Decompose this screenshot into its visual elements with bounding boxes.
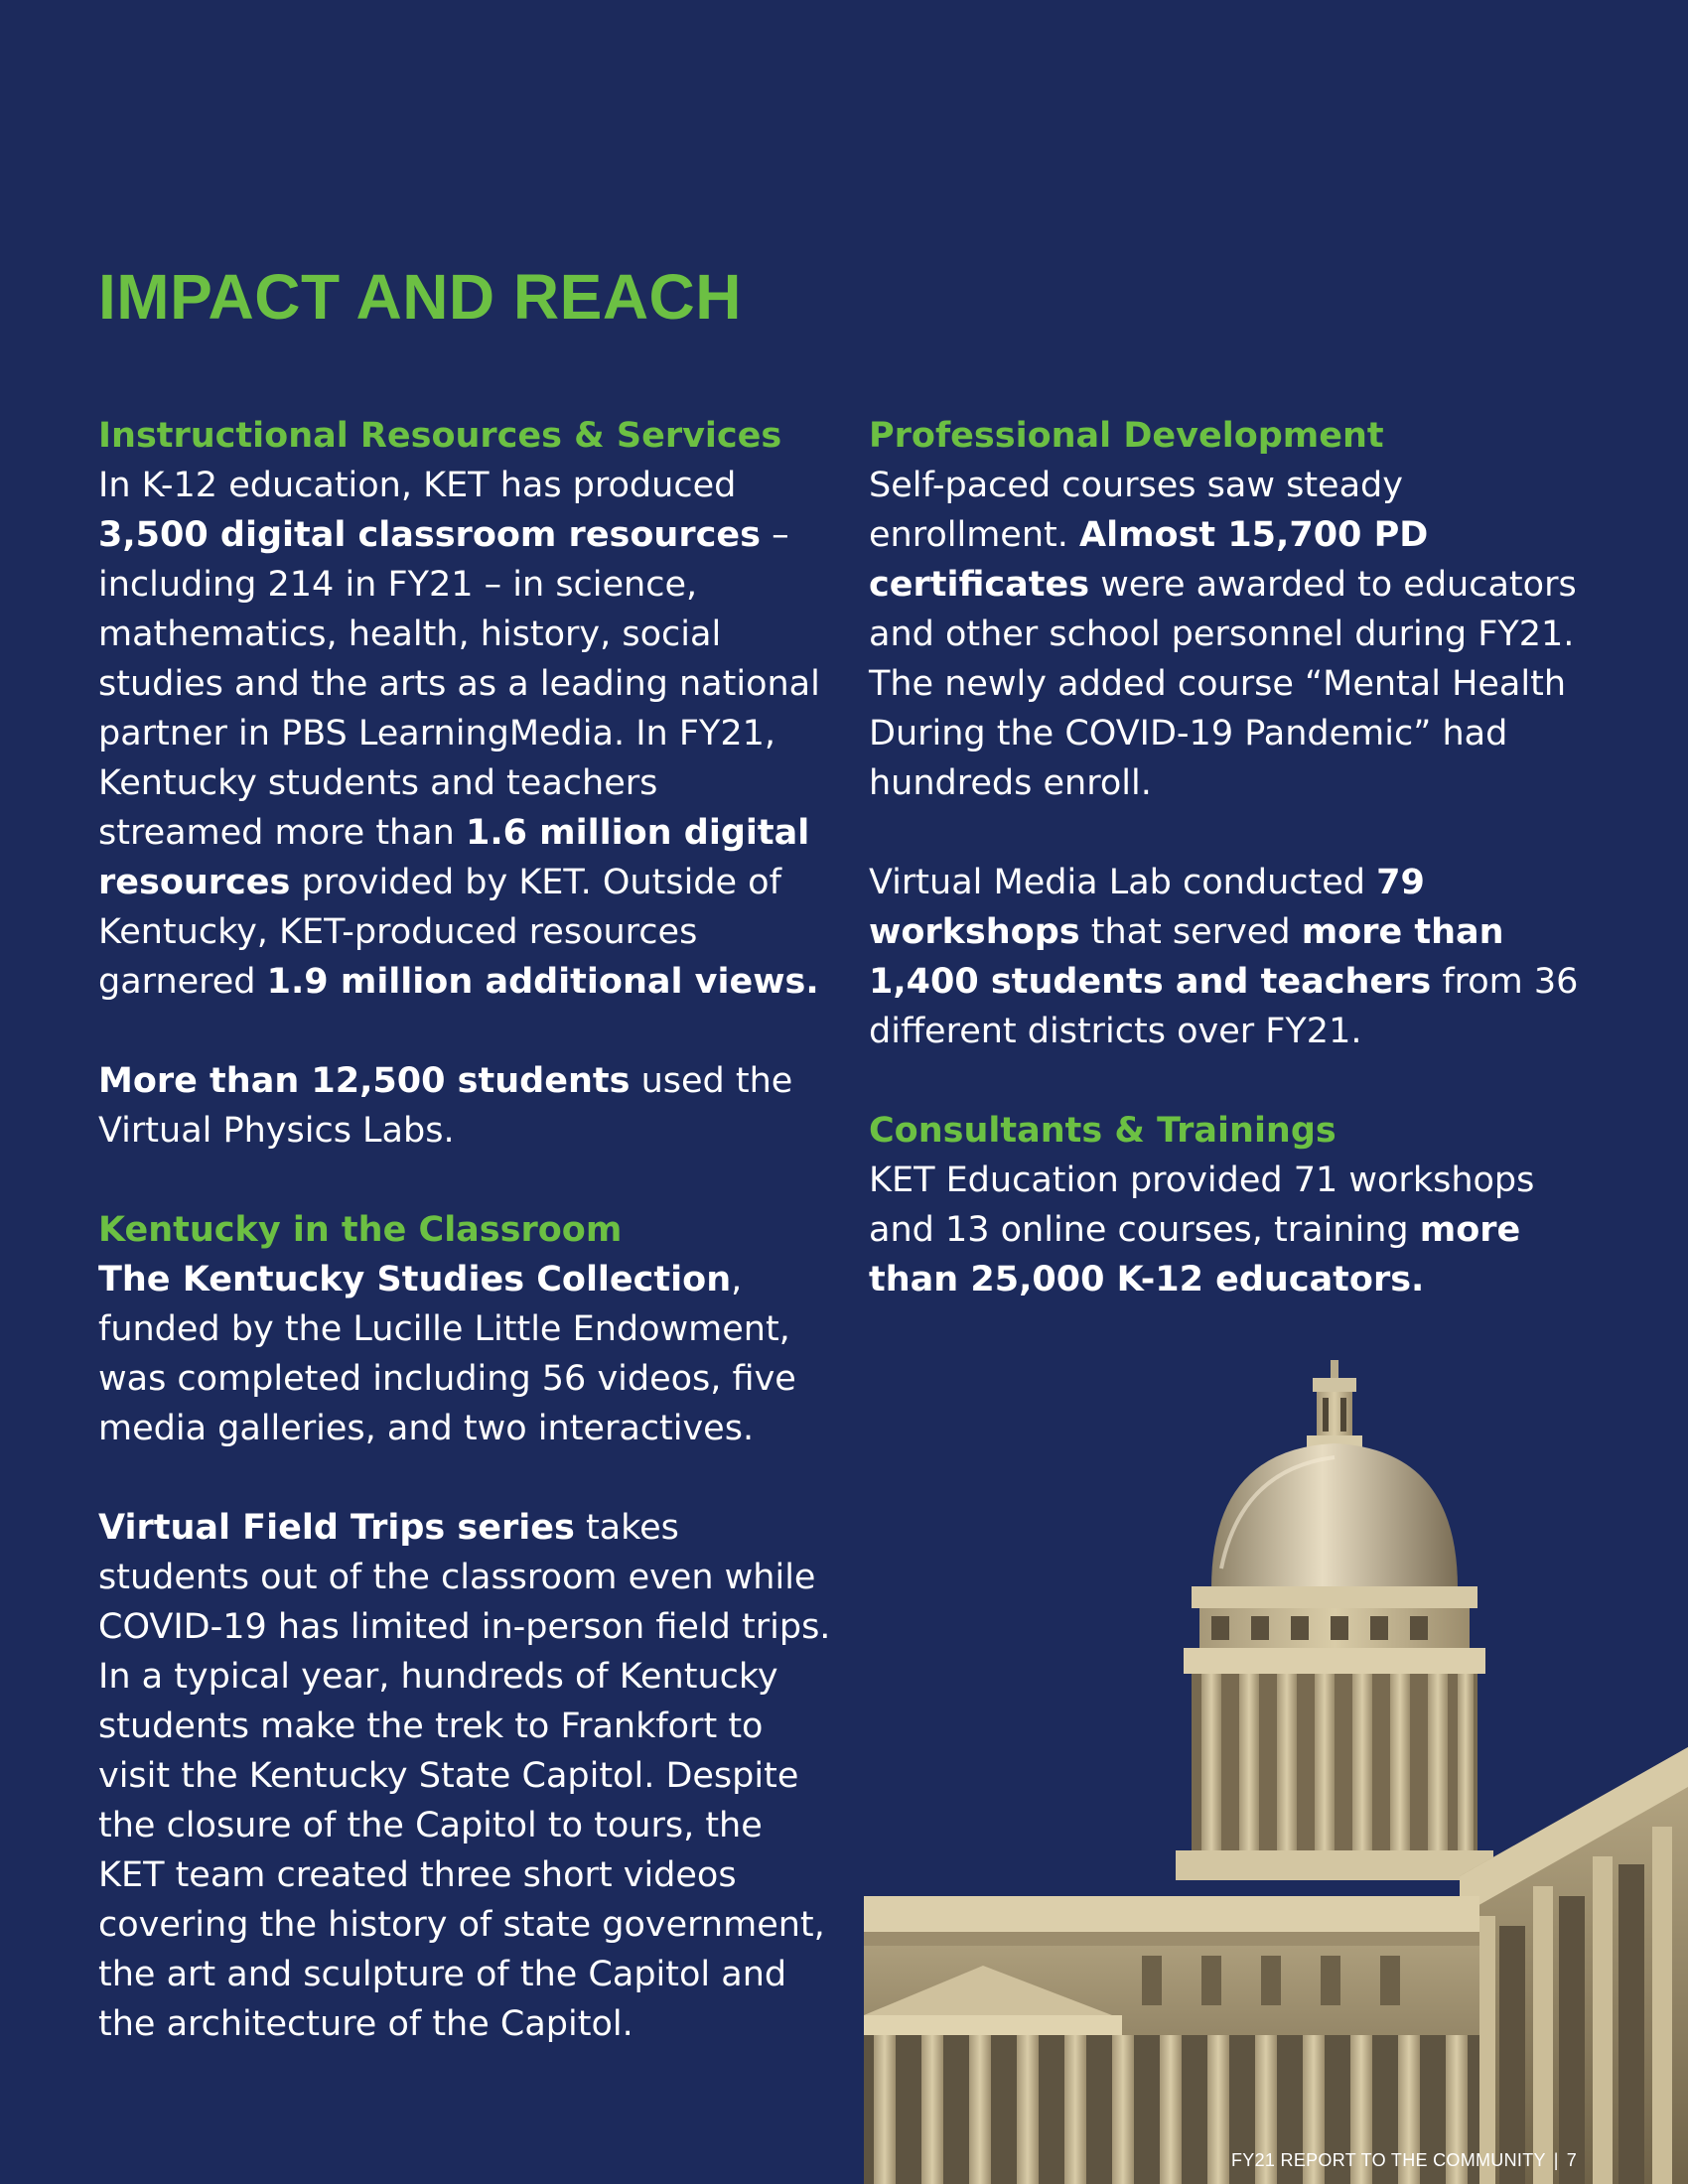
bold-run: The Kentucky Studies Collection [98, 1260, 732, 1299]
text-run: – including 214 in FY21 – in science, mathematics, health, history, social studies and the arts as a leading national partner in PBS LearningMedia. In FY21, Kentucky students and teachers streamed more than [98, 515, 820, 853]
section-consultants-trainings [869, 1106, 1604, 1304]
bold-run: more than 25,000 K-12 educators. [869, 1210, 1521, 1299]
professional-paragraph-2 [869, 858, 1604, 1056]
bold-run: 79 workshops [869, 863, 1425, 952]
footer-report-title: FY21 REPORT TO THE COMMUNITY [1231, 2150, 1546, 2170]
consultants-paragraph-1 [869, 1156, 1604, 1304]
bold-run: More than 12,500 students [98, 1061, 631, 1101]
bold-run: Almost 15,700 PD certificates [869, 515, 1429, 605]
professional-heading: Professional Development [869, 416, 1384, 456]
consultants-heading: Consultants & Trainings [869, 1111, 1336, 1151]
bold-run: more than 1,400 students and teachers [869, 912, 1504, 1002]
page-number: 7 [1566, 2150, 1578, 2170]
text-run: provided by KET. Outside of Kentucky, KET-produced resources garnered [98, 863, 781, 1002]
classroom-heading: Kentucky in the Classroom [98, 1210, 623, 1250]
page-footer [1231, 2150, 1577, 2171]
text-run: were awarded to educators and other school personnel during FY21. The newly added course “Mental Health During the COVID-19 Pandemic” had hundreds enroll. [869, 565, 1577, 803]
section-kentucky-classroom [98, 1205, 833, 2049]
bold-run: 1.6 million digital resources [98, 813, 810, 902]
text-run: takes students out of the classroom even while COVID-19 has limited in-person field trips. In a typical year, hundreds of Kentucky students make the trek to Frankfort to visit the Kentucky State Capitol. Despite the closure of the Capitol to tours, the KET team created three short videos covering the history of state government, the art and sculpture of the Capitol and the architecture of the Capitol. [98, 1508, 831, 2044]
capitol-illustration [864, 1320, 1688, 2184]
instructional-paragraph-2 [98, 1056, 833, 1156]
text-run: In K-12 education, KET has produced [98, 466, 737, 505]
page-title: IMPACT AND REACH [98, 261, 742, 333]
instructional-heading: Instructional Resources & Services [98, 416, 782, 456]
text-run: used the Virtual Physics Labs. [98, 1061, 793, 1151]
instructional-paragraph-1 [98, 461, 833, 1007]
right-column [869, 411, 1604, 1354]
classroom-paragraph-2 [98, 1503, 833, 2049]
left-column [98, 411, 833, 2099]
text-run: , funded by the Lucille Little Endowment, was completed including 56 videos, five media galleries, and two interactives. [98, 1260, 796, 1448]
footer-separator: | [1553, 2150, 1559, 2170]
bold-run: 1.9 million additional views. [266, 962, 819, 1002]
bold-run: 3,500 digital classroom resources [98, 515, 761, 555]
text-run: that served [1079, 912, 1302, 952]
text-run: Virtual Media Lab conducted [869, 863, 1377, 902]
section-instructional-resources [98, 411, 833, 1156]
professional-paragraph-1 [869, 461, 1604, 808]
text-run: from 36 different districts over FY21. [869, 962, 1579, 1051]
bold-run: Virtual Field Trips series [98, 1508, 575, 1548]
section-professional-development [869, 411, 1604, 1056]
capitol-building-image [864, 1320, 1688, 2184]
classroom-paragraph-1 [98, 1255, 833, 1453]
text-run: KET Education provided 71 workshops and 13 online courses, training [869, 1160, 1535, 1250]
text-run: Self-paced courses saw steady enrollment. [869, 466, 1403, 555]
